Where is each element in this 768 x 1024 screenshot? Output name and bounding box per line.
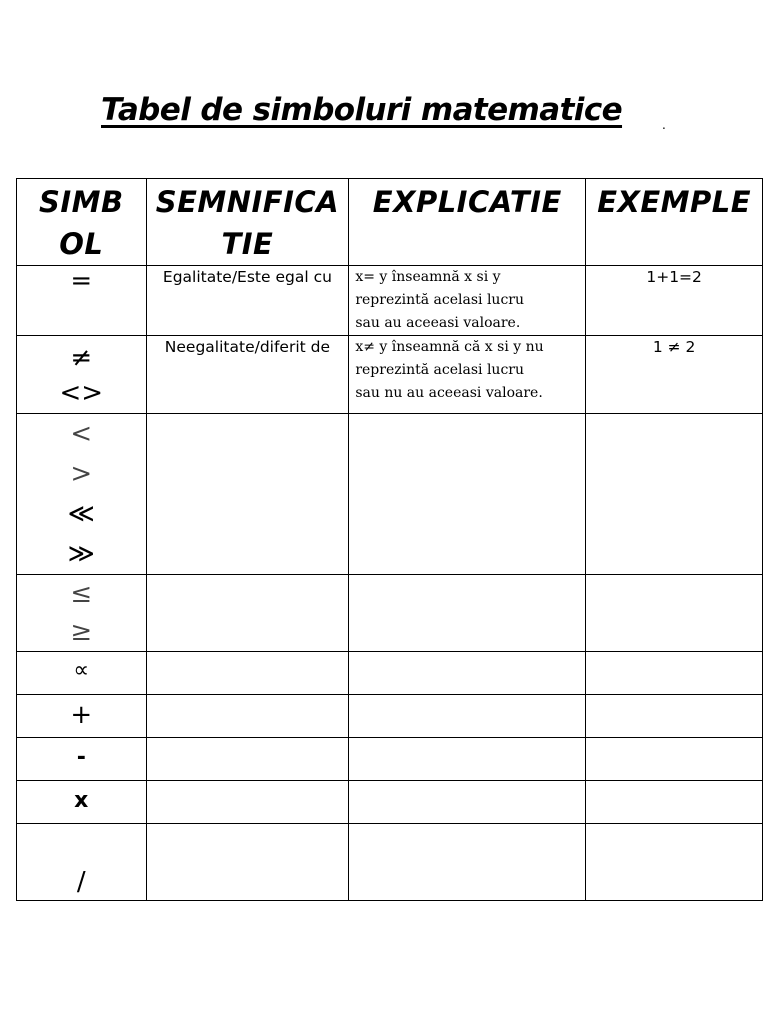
symbol-cell — [17, 266, 147, 336]
explanation-cell — [349, 695, 586, 738]
symbol-glyph: = — [70, 266, 93, 296]
table-row — [17, 575, 763, 652]
symbol-cell — [17, 652, 147, 695]
symbol-glyph: > — [70, 459, 93, 489]
example-cell: 1 ≠ 2 — [586, 336, 763, 414]
page-title: Tabel de simboluri matematice — [101, 92, 623, 128]
table-row — [17, 652, 763, 695]
symbol-glyph: < — [70, 419, 93, 449]
example-cell — [586, 781, 763, 824]
symbol-cell — [17, 824, 147, 901]
table-row — [17, 824, 763, 901]
header-meaning: SEMNIFICA TIE — [146, 179, 349, 266]
symbol-glyph: <> — [59, 378, 104, 408]
table-row — [17, 695, 763, 738]
symbol-glyph: + — [70, 700, 93, 730]
meaning-cell: Egalitate/Este egal cu — [146, 266, 349, 336]
symbol-cell — [17, 695, 147, 738]
header-explanation: EXPLICATIE — [349, 179, 586, 266]
meaning-cell — [146, 824, 349, 901]
meaning-cell — [146, 652, 349, 695]
symbols-table — [16, 178, 763, 901]
meaning-cell — [146, 695, 349, 738]
example-cell: 1+1=2 — [586, 266, 763, 336]
example-cell — [586, 575, 763, 652]
table-row — [17, 266, 763, 336]
example-cell — [586, 414, 763, 575]
symbol-cell — [17, 738, 147, 781]
table-row — [17, 414, 763, 575]
meaning-cell — [146, 414, 349, 575]
symbol-glyph: ∝ — [73, 658, 90, 683]
symbol-cell — [17, 781, 147, 824]
meaning-cell — [146, 575, 349, 652]
example-cell — [586, 695, 763, 738]
example-cell — [586, 738, 763, 781]
symbol-glyph: ≠ — [70, 343, 93, 373]
symbol-glyph: ≪ — [67, 499, 95, 529]
symbol-glyph: / — [76, 867, 86, 897]
meaning-cell — [146, 738, 349, 781]
explanation-cell: x= y înseamnă x si y reprezintă acelasi lucru sau au aceeasi valoare. — [349, 266, 586, 336]
table-row — [17, 336, 763, 414]
symbol-glyph: x — [74, 788, 89, 813]
symbol-cell — [17, 336, 147, 414]
explanation-cell — [349, 575, 586, 652]
explanation-cell: x≠ y înseamnă că x si y nu reprezintă acelasi lucru sau nu au aceeasi valoare. — [349, 336, 586, 414]
table-row — [17, 781, 763, 824]
symbol-cell — [17, 414, 147, 575]
explanation-cell — [349, 824, 586, 901]
symbol-glyph: - — [76, 745, 86, 770]
meaning-cell — [146, 781, 349, 824]
meaning-cell: Neegalitate/diferit de — [146, 336, 349, 414]
example-cell — [586, 652, 763, 695]
header-symbol: SIMB OL — [17, 179, 147, 266]
explanation-cell — [349, 738, 586, 781]
explanation-cell — [349, 652, 586, 695]
example-cell — [586, 824, 763, 901]
symbol-cell — [17, 575, 147, 652]
header-examples: EXEMPLE — [586, 179, 763, 266]
title-suffix: . — [662, 118, 666, 132]
table-header-row — [17, 179, 763, 266]
symbol-glyph: ≥ — [70, 617, 93, 647]
symbol-glyph: ≫ — [67, 539, 95, 569]
table-row — [17, 738, 763, 781]
explanation-cell — [349, 414, 586, 575]
explanation-cell — [349, 781, 586, 824]
symbol-glyph: ≤ — [70, 579, 93, 609]
